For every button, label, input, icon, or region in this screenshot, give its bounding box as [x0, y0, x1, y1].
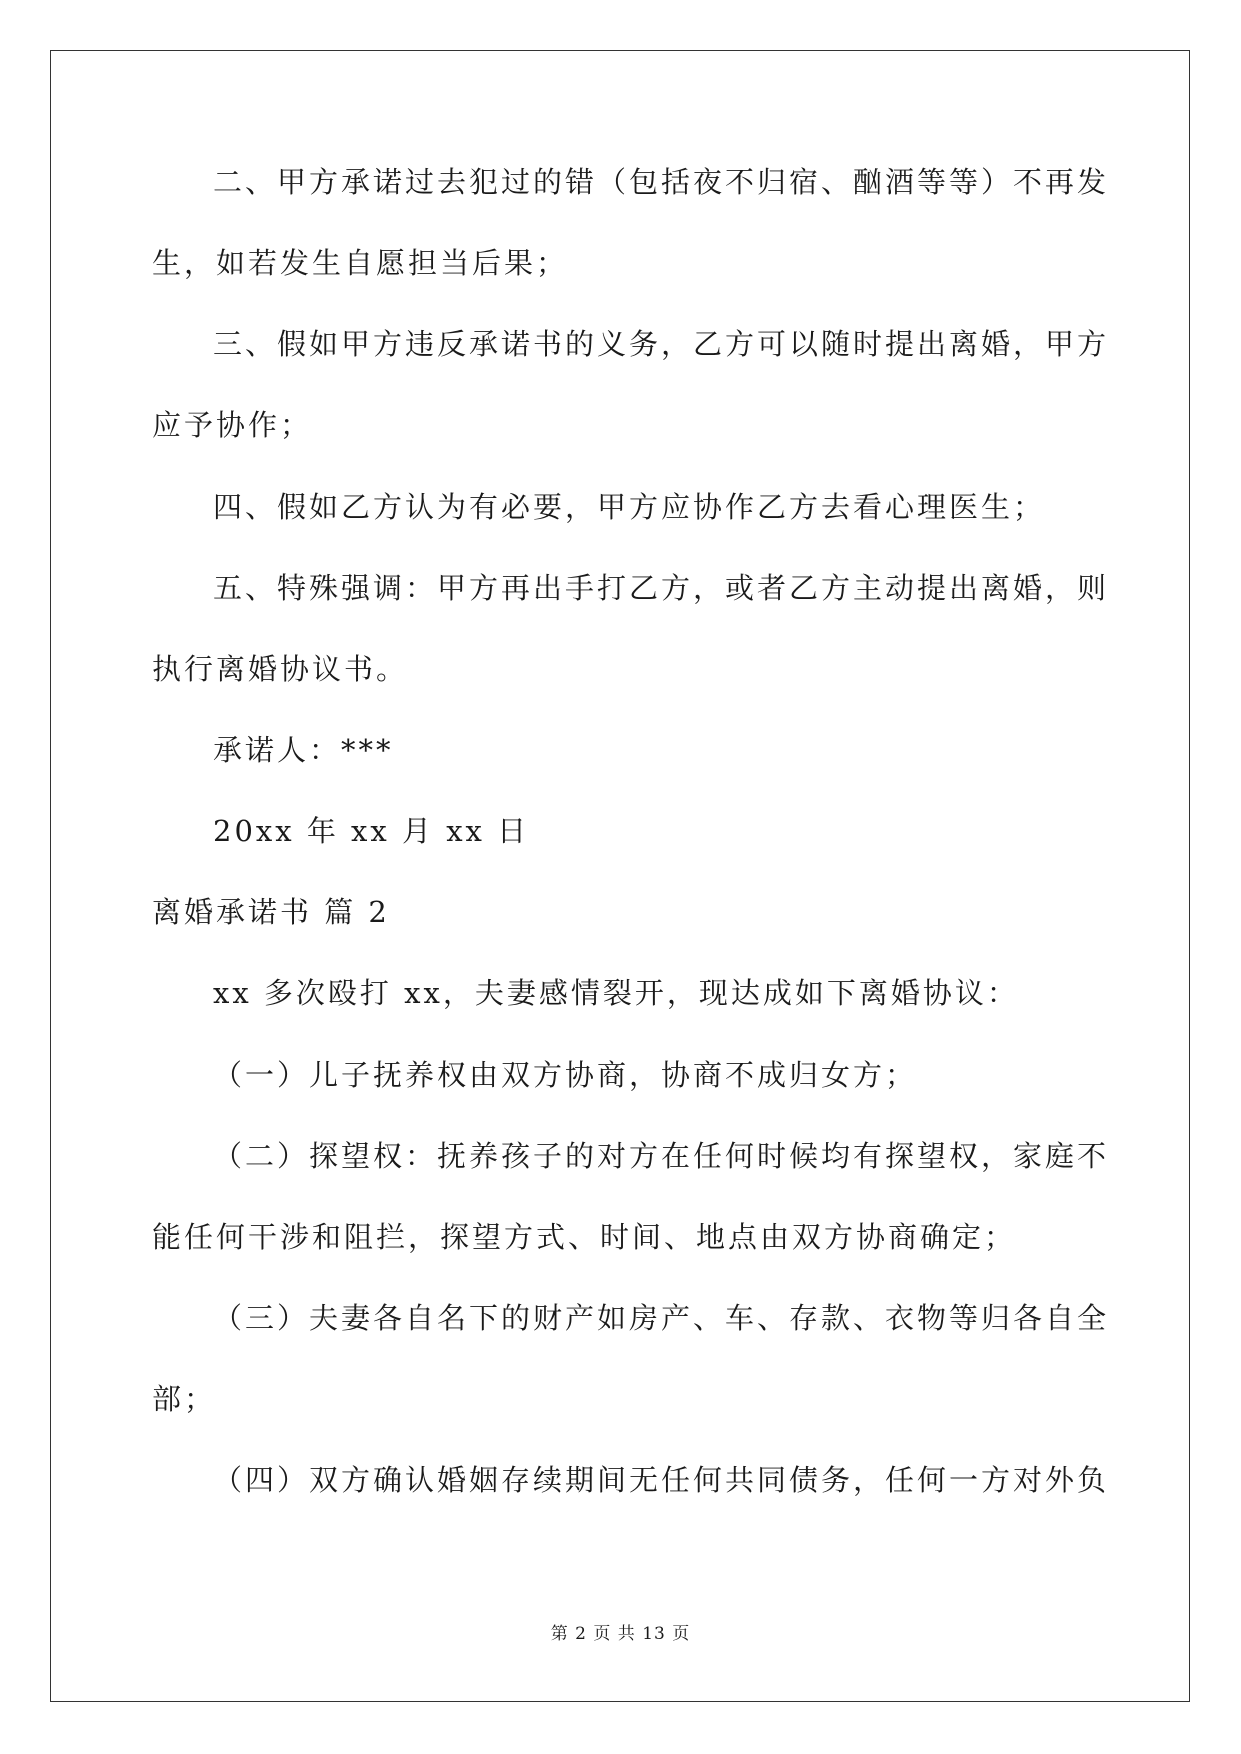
page-number: 第 2 页 共 13 页 — [550, 1624, 691, 1644]
paragraph-line: （三）夫妻各自名下的财产如房产、车、存款、衣物等归各自全 — [213, 1301, 1110, 1335]
paragraph-line: 能任何干涉和阻拦，探望方式、时间、地点由双方协商确定； — [152, 1220, 1017, 1254]
paragraph-line: 二、甲方承诺过去犯过的错（包括夜不归宿、酗酒等等）不再发 — [213, 165, 1110, 199]
page-border — [50, 50, 1190, 1702]
paragraph-line: 五、特殊强调：甲方再出手打乙方，或者乙方主动提出离婚，则 — [213, 571, 1110, 605]
paragraph-line: 部； — [152, 1382, 217, 1416]
paragraph-line: 三、假如甲方违反承诺书的义务，乙方可以随时提出离婚，甲方 — [213, 327, 1110, 361]
paragraph-line: （四）双方确认婚姻存续期间无任何共同债务，任何一方对外负 — [213, 1463, 1110, 1497]
paragraph-line: 应予协作； — [152, 408, 313, 442]
paragraph-line: （一）儿子抚养权由双方协商，协商不成归女方； — [213, 1058, 918, 1092]
date-line: 20xx 年 xx 月 xx 日 — [213, 814, 530, 848]
paragraph-line: 生，如若发生自愿担当后果； — [152, 246, 569, 280]
paragraph-line: （二）探望权：抚养孩子的对方在任何时候均有探望权，家庭不 — [213, 1139, 1110, 1173]
paragraph-line: 执行离婚协议书。 — [152, 652, 409, 686]
paragraph-line: 四、假如乙方认为有必要，甲方应协作乙方去看心理医生； — [213, 490, 1046, 524]
signatory-line: 承诺人：*** — [213, 733, 394, 767]
paragraph-line: xx 多次殴打 xx，夫妻感情裂开，现达成如下离婚协议： — [213, 976, 1019, 1010]
section-heading: 离婚承诺书 篇 2 — [152, 895, 390, 929]
